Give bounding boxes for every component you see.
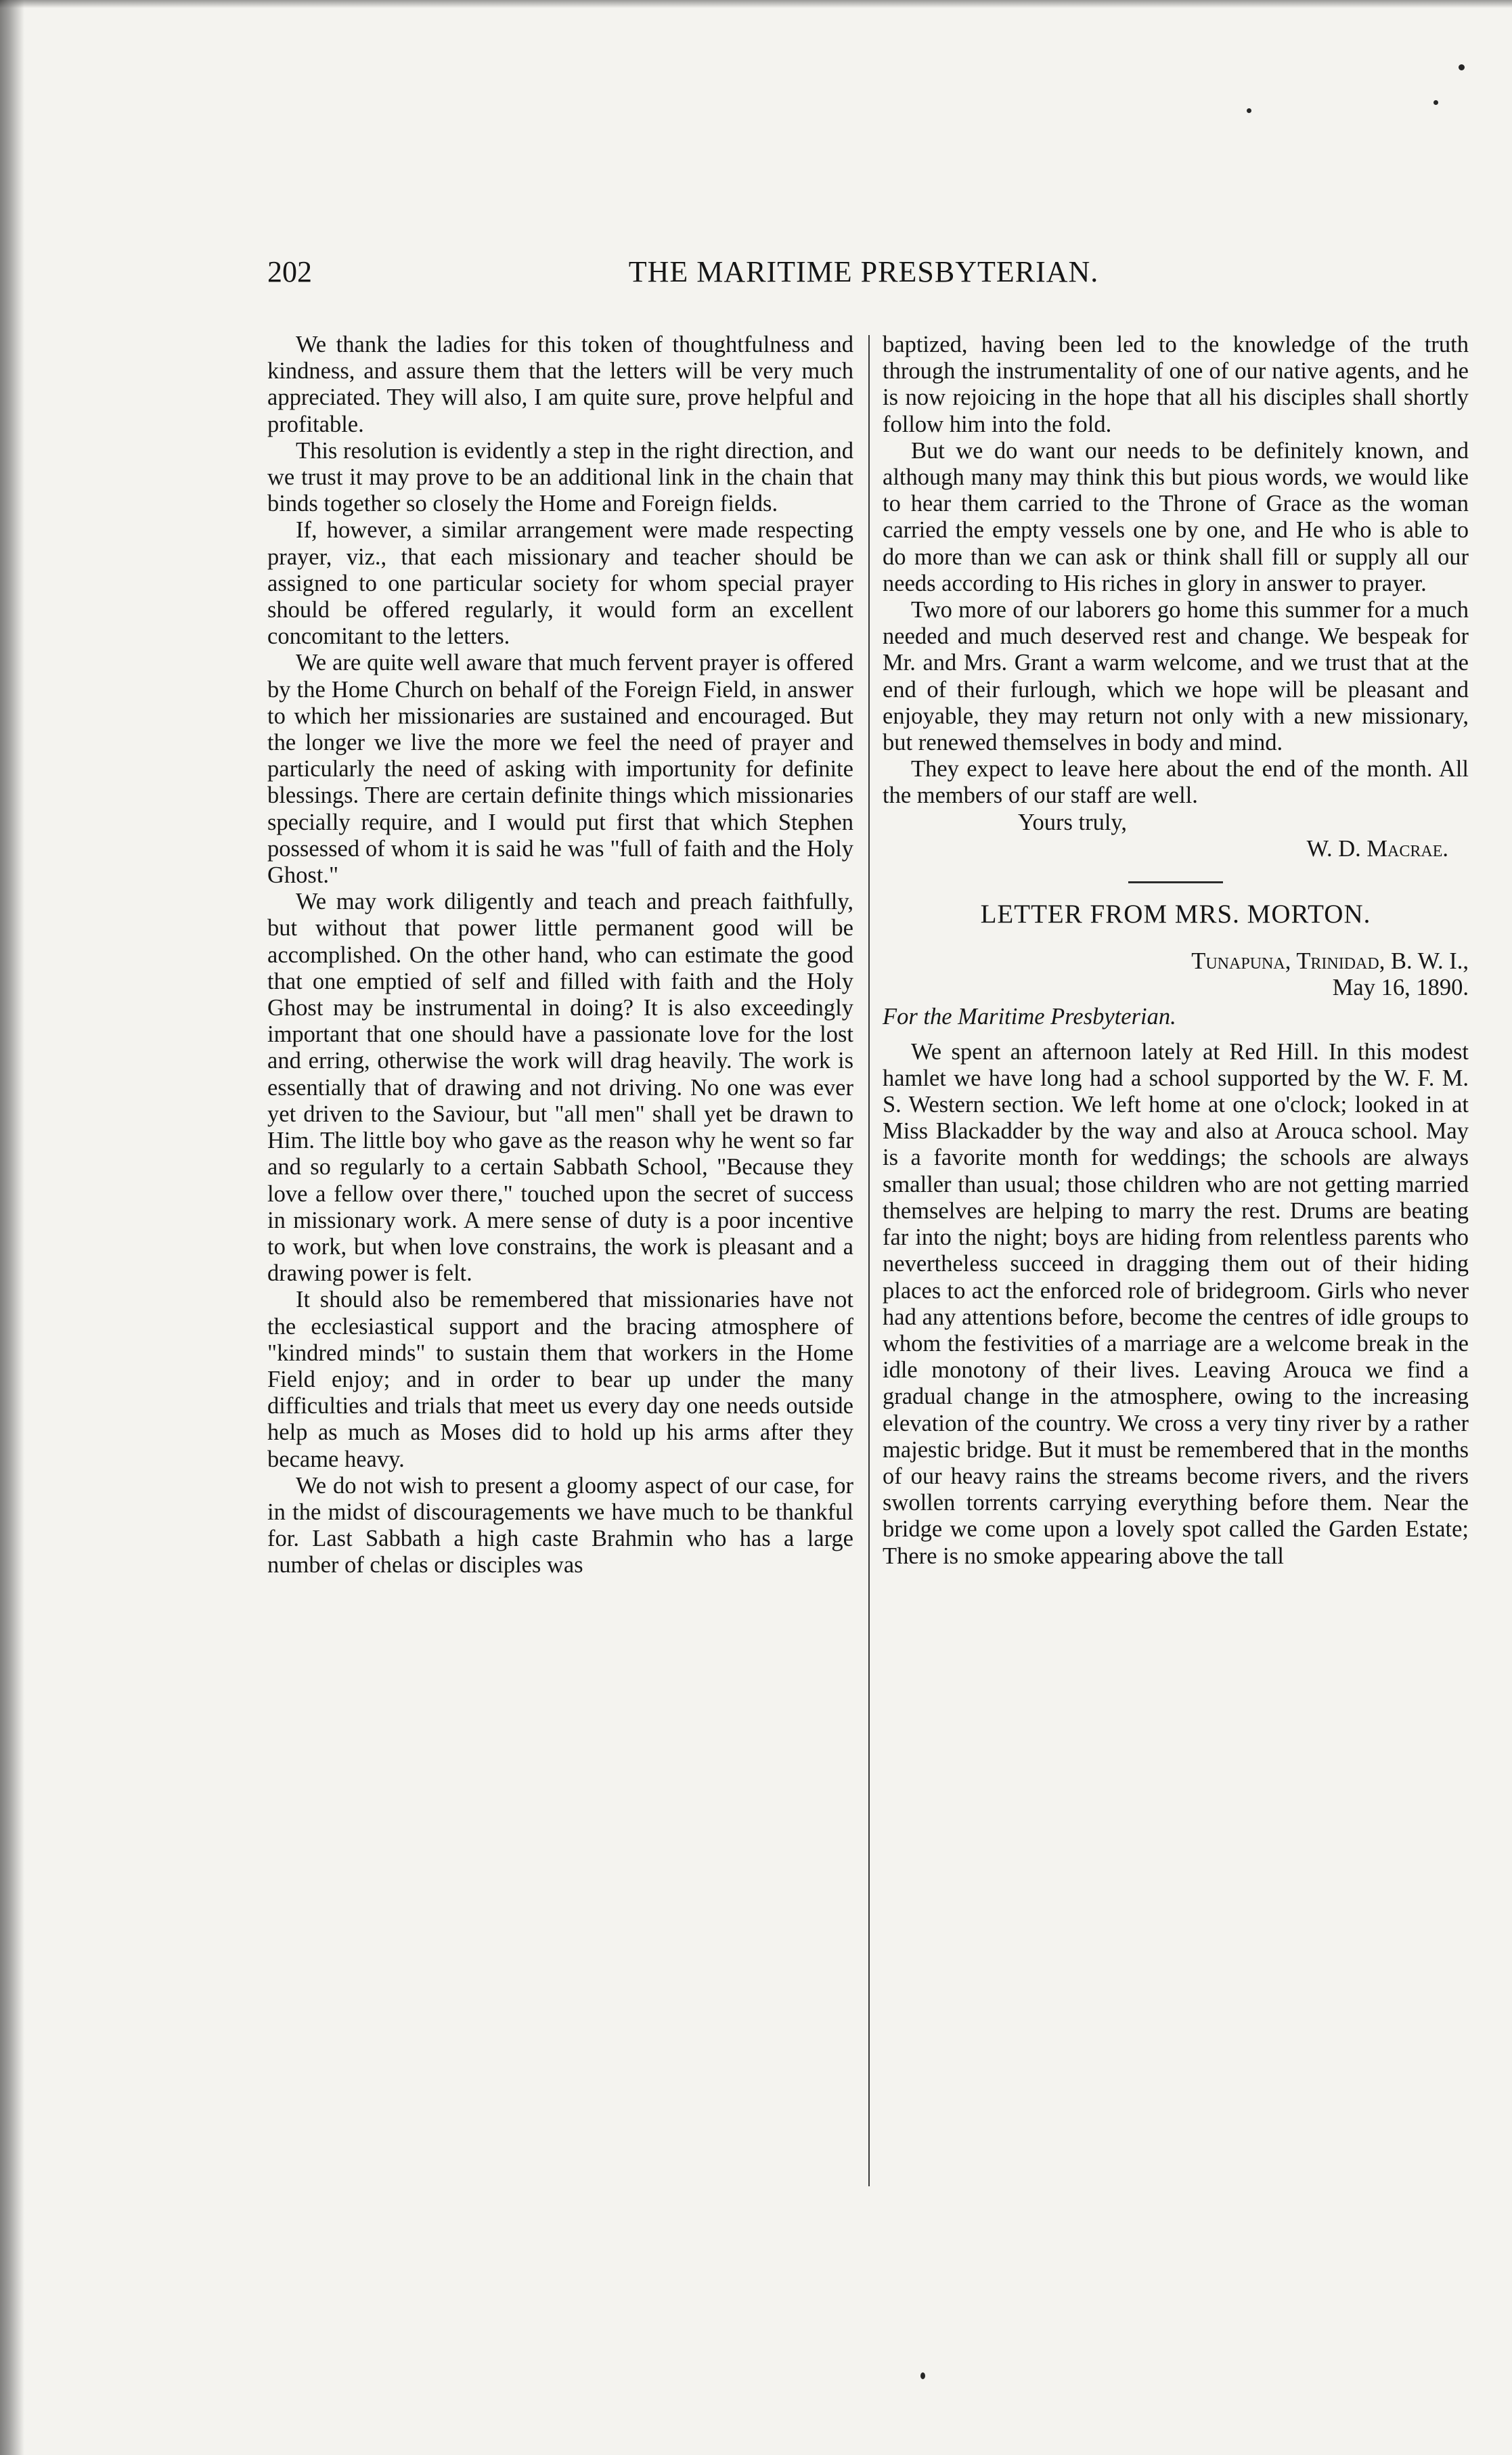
page-number: 202 xyxy=(267,255,312,288)
right-column xyxy=(883,332,1469,1570)
letter-signature: W. D. Macrae. xyxy=(1306,835,1448,862)
left-column xyxy=(267,332,853,1579)
paragraph: But we do want our needs to be definitely known, and although many may think this but pious words, we would like to hear them carried to the Throne of Grace as the woman carried the empty vessels one by one, and He who is able to do more than we can ask or think shall fill or supply all our needs according to His riches in glory in answer to prayer. xyxy=(883,437,1469,596)
paragraph: baptized, having been led to the knowledge of the truth through the instrumentality of one of our native agents, and he is now rejoicing in the hope that all his disciples shall shortly follow him into the fold. xyxy=(883,332,1469,437)
ink-speck xyxy=(920,2372,925,2379)
running-title: THE MARITIME PRESBYTERIAN. xyxy=(628,255,1099,288)
paragraph: We are quite well aware that much fervent prayer is offered by the Home Church on behalf of the Foreign Field, in answer to which her missionaries are sustained and encouraged. But the longer we live the more we feel the need of prayer and particularly the need of asking with importunity for definite blessings. There are certain definite things which missionaries specially require, and I would put first that which Stephen possessed of whom it is said he was "full of faith and the Holy Ghost." xyxy=(267,650,853,889)
paragraph: We do not wish to present a gloomy aspect of our case, for in the midst of discouragements we have much to be thankful for. Last Sabbath a high caste Brahmin who has a large number of chelas or disciples was xyxy=(267,1472,853,1578)
paragraph: They expect to leave here about the end of the month. All the members of our staff are well. xyxy=(883,756,1469,809)
page-header xyxy=(267,252,1460,292)
ink-speck xyxy=(1247,108,1251,113)
letter-signoff: Yours truly, xyxy=(1018,809,1128,835)
paragraph: It should also be remembered that missionaries have not the ecclesiastical support and the bracing atmosphere of "kindred minds" to sustain them that workers in the Home Field enjoy; and in order to bear up under the many difficulties and trials that meet us every day one needs outside help as much as Moses did to hold up his arms after they became heavy. xyxy=(267,1287,853,1472)
paragraph: We spent an afternoon lately at Red Hill. In this modest hamlet we have long had a school supported by the W. F. M. S. Western section. We left home at one o'clock; looked in at Miss Blackadder by the way and also at Arouca school. May is a favorite month for weddings; the schools are always smaller than usual; those children who are not getting married themselves are helping to marry the rest. Drums are beating far into the night; boys are hiding from relentless parents who nevertheless succeed in dragging them out of their hiding places to act the enforced role of bridegroom. Girls who never had any attentions before, become the centres of idle groups to whom the festivities of a marriage are a welcome break in the idle monotony of their lives. Leaving Arouca we find a gradual change in the atmosphere, owing to the increasing elevation of the country. We cross a very tiny river by a rather majestic bridge. But it must be remembered that in the months of our heavy rains the streams become rivers, and the rivers swollen torrents carrying everything before them. Near the bridge we come upon a lovely spot called the Garden Estate; There is no smoke appearing above the tall xyxy=(883,1038,1469,1569)
paragraph: Two more of our laborers go home this summer for a much needed and much deserved rest and change. We bespeak for Mr. and Mrs. Grant a warm welcome, and we trust that at the end of their furlough, which we hope will be pleasant and enjoyable, they may return not only with a new missionary, but renewed themselves in body and mind. xyxy=(883,597,1469,756)
page-top-shadow xyxy=(0,0,1512,8)
letter-title: LETTER FROM MRS. MORTON. xyxy=(980,900,1371,929)
page-binding-edge xyxy=(0,0,24,2455)
paragraph: We may work diligently and teach and preach faithfully, but without that power little permanent good will be accomplished. On the other hand, who can estimate the good that one emptied of self and filled with faith and the Holy Ghost may be instrumental in doing? It is also exceedingly important that one should have a passionate love for the lost and erring, otherwise the work will drag heavily. The work is essentially that of drawing and not driving. No one was ever yet driven to the Saviour, but "all men" shall yet be drawn to Him. The little boy who gave as the reason why he went so far and so regularly to a certain Sabbath School, "Because they love a fellow over there," touched upon the secret of success in missionary work. A mere sense of duty is a poor incentive to work, but when love constrains, the work is pleasant and a drawing power is felt. xyxy=(267,889,853,1287)
letter-place: Tunapuna, Trinidad, B. W. I., xyxy=(1191,948,1469,975)
column-divider xyxy=(868,335,870,2186)
paragraph: This resolution is evidently a step in the right direction, and we trust it may prove to be an additional link in the chain that binds together so closely the Home and Foreign fields. xyxy=(267,437,853,517)
letter-date: May 16, 1890. xyxy=(1332,975,1469,1001)
ink-speck xyxy=(1433,100,1438,105)
paragraph: We thank the ladies for this token of thoughtfulness and kindness, and assure them that the letters will be very much appreciated. They will also, I am quite sure, prove helpful and profitable. xyxy=(267,332,853,437)
section-divider xyxy=(1128,881,1223,883)
paragraph: If, however, a similar arrangement were made respecting prayer, viz., that each missionary and teacher should be assigned to one particular society for whom special prayer should be offered regularly, it would form an excellent concomitant to the letters. xyxy=(267,517,853,650)
ink-speck xyxy=(1459,64,1465,70)
letter-dedication: For the Maritime Presbyterian. xyxy=(883,1004,1176,1030)
